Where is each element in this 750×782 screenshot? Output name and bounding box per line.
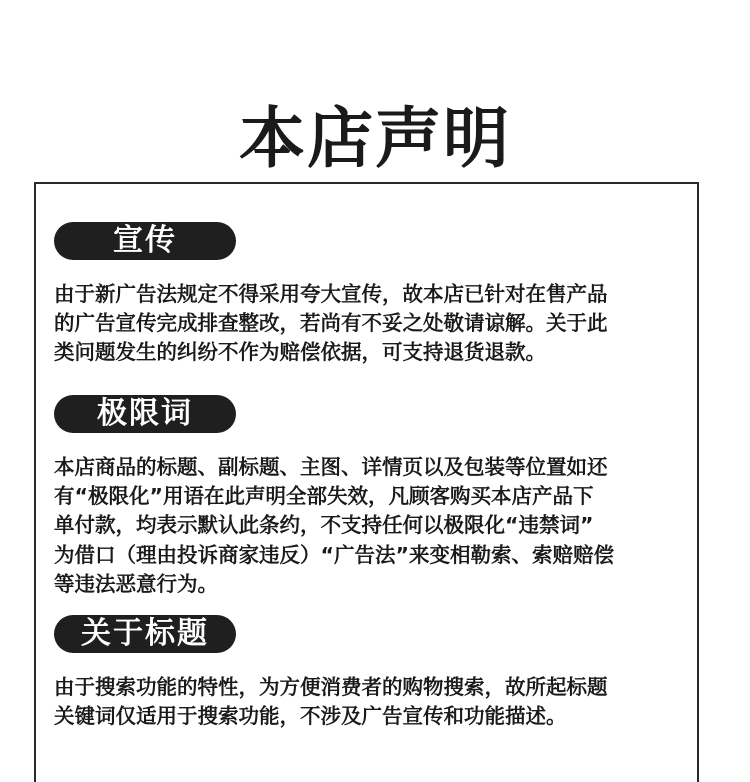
section-heading-promotion: 宣传	[54, 222, 236, 260]
body-line: 类问题发生的纠纷不作为赔偿依据，可支持退货退款。	[54, 340, 546, 365]
body-line: 本店商品的标题、副标题、主图、详情页以及包装等位置如还	[54, 455, 608, 479]
section-about-title	[54, 615, 684, 731]
body-line: 等违法恶意行为。	[54, 571, 218, 596]
body-line: 关键词仅适用于搜索功能，不涉及广告宣传和功能描述。	[54, 704, 567, 729]
body-line: 为借口（理由投诉商家违反）“广告法”来变相勒索、索赔赔偿	[54, 542, 614, 567]
body-line: 单付款，均表示默认此条约，不支持任何以极限化“违禁词”	[54, 513, 594, 538]
body-line: 的广告宣传完成排查整改，若尚有不妥之处敬请谅解。关于此	[54, 311, 608, 336]
body-line: 有“极限化”用语在此声明全部失效，凡顾客购买本店产品下	[54, 484, 594, 509]
section-extreme-words	[54, 395, 684, 599]
body-line: 由于搜索功能的特性，为方便消费者的购物搜索，故所起标题	[54, 675, 608, 699]
section-body-about-title	[54, 673, 684, 731]
section-body-promotion	[54, 280, 684, 368]
section-heading-about-title: 关于标题	[54, 615, 236, 653]
section-promotion	[54, 222, 684, 368]
section-body-extreme-words	[54, 453, 684, 599]
notice-box	[34, 182, 699, 782]
section-heading-extreme-words: 极限词	[54, 395, 236, 433]
body-line: 由于新广告法规定不得采用夸大宣传，故本店已针对在售产品	[54, 282, 608, 306]
page-title: 本店声明	[239, 100, 511, 178]
